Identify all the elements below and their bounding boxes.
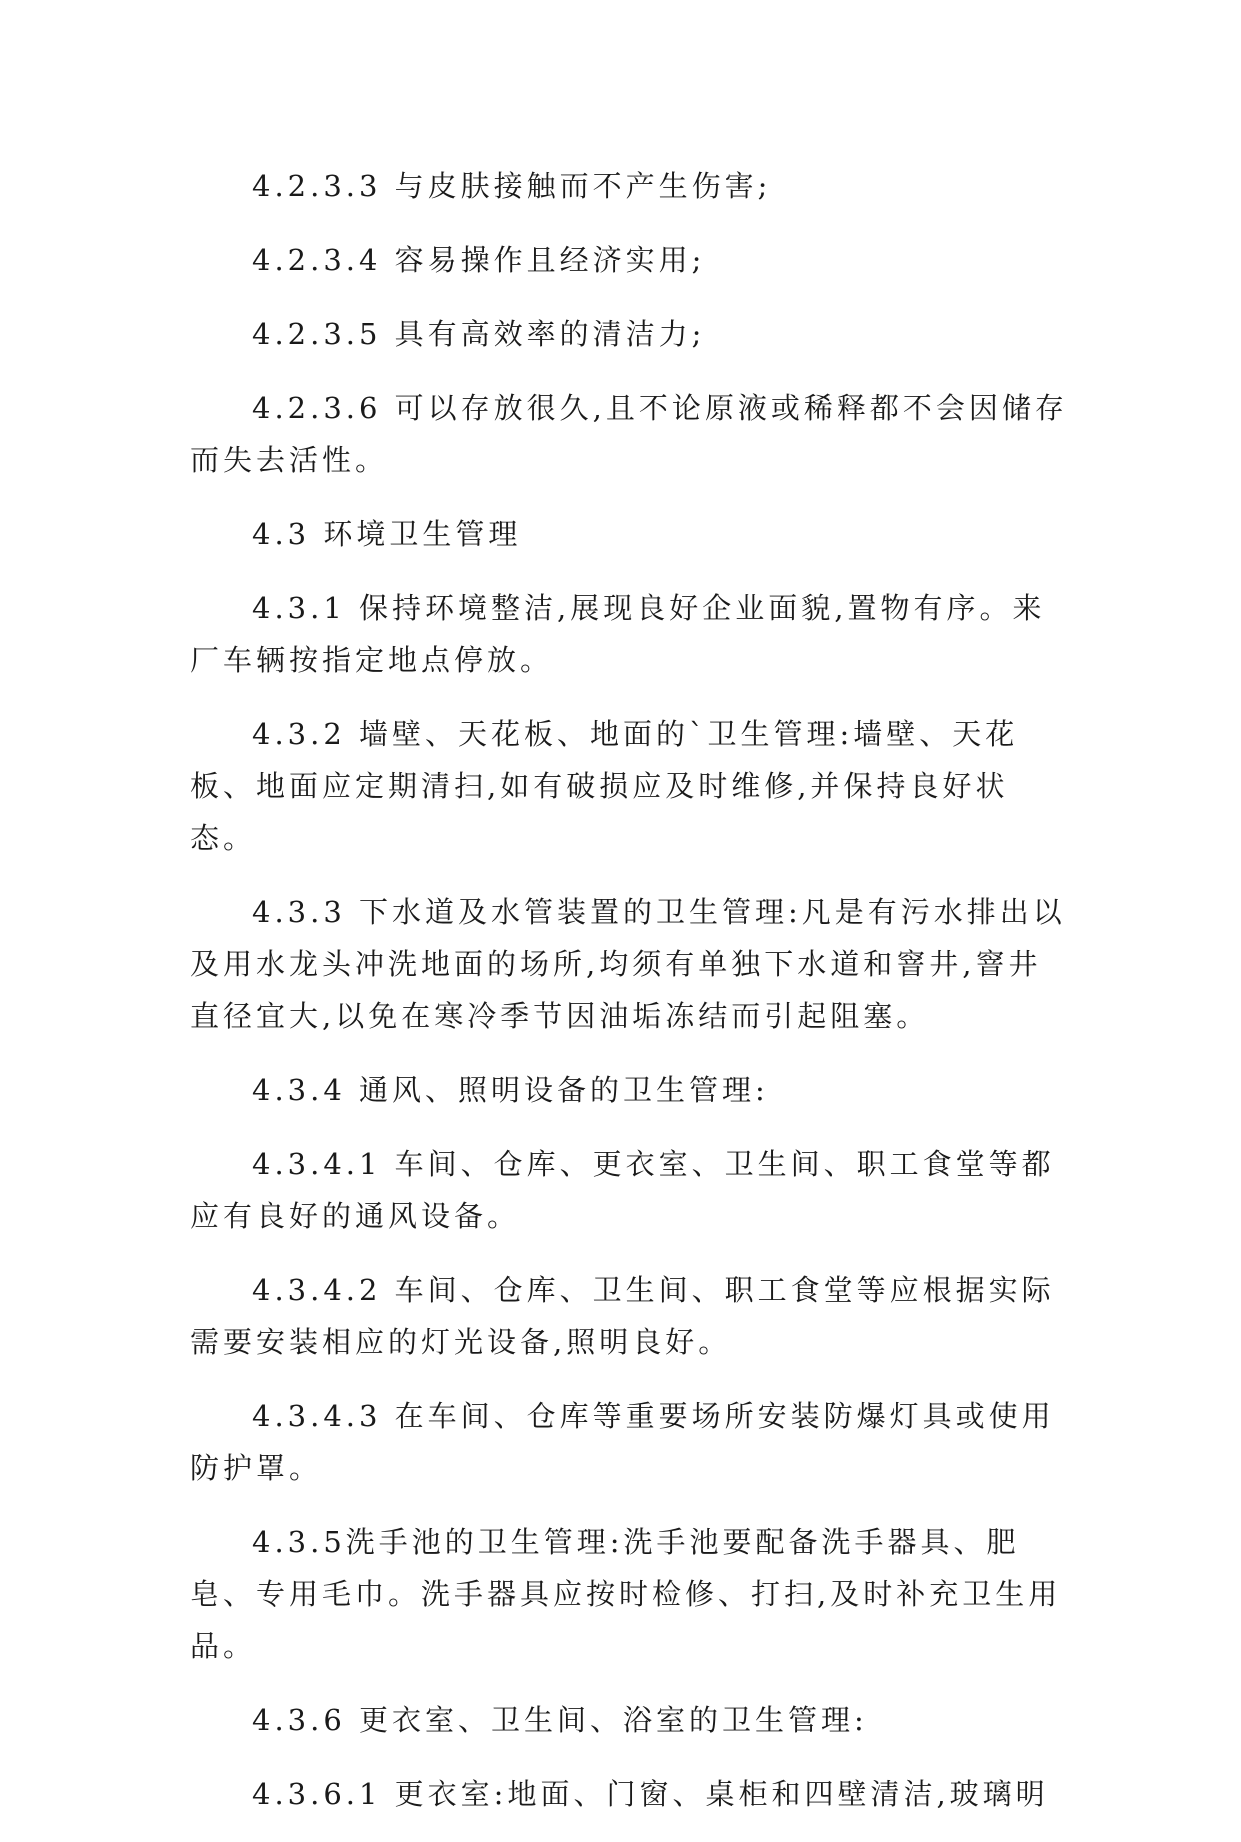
paragraph-4-2-3-6: 4.2.3.6 可以存放很久,且不论原液或稀释都不会因储存而失去活性。 [190,391,1068,477]
paragraph-4-3-4-1: 4.3.4.1 车间、仓库、更衣室、卫生间、职工食堂等都应有良好的通风设备。 [190,1147,1055,1233]
paragraph-4-3-6-1: 4.3.6.1 更衣室:地面、门窗、桌柜和四壁清洁,玻璃明 [252,1777,1049,1811]
section-heading-4-3: 4.3 环境卫生管理 [252,517,522,551]
paragraph-4-3-5: 4.3.5洗手池的卫生管理:洗手池要配备洗手器具、肥皂、专用毛巾。洗手器具应按时检修、打扫,及时补充卫生用品。 [190,1525,1062,1663]
paragraph-4-3-2: 4.3.2 墙壁、天花板、地面的`卫生管理:墙壁、天花板、地面应定期清扫,如有破损应及时维修,并保持良好状态。 [190,717,1019,855]
paragraph-4-2-3-5: 4.2.3.5 具有高效率的清洁力; [252,317,706,351]
paragraph-4-3-1: 4.3.1 保持环境整洁,展现良好企业面貌,置物有序。来厂车辆按指定地点停放。 [190,591,1046,677]
paragraph-4-3-4-2: 4.3.4.2 车间、仓库、卫生间、职工食堂等应根据实际需要安装相应的灯光设备,照明良好。 [190,1273,1055,1359]
paragraph-4-3-4: 4.3.4 通风、照明设备的卫生管理: [252,1073,769,1107]
paragraph-4-2-3-4: 4.2.3.4 容易操作且经济实用; [252,243,706,277]
paragraph-4-3-4-3: 4.3.4.3 在车间、仓库等重要场所安装防爆灯具或使用防护罩。 [190,1399,1055,1485]
paragraph-4-3-3: 4.3.3 下水道及水管装置的卫生管理:凡是有污水排出以及用水龙头冲洗地面的场所,均须有单独下水道和窨井,窨井直径宜大,以免在寒冷季节因油垢冻结而引起阻塞。 [190,895,1066,1033]
paragraph-4-2-3-3: 4.2.3.3 与皮肤接触而不产生伤害; [252,169,772,203]
paragraph-4-3-6: 4.3.6 更衣室、卫生间、浴室的卫生管理: [252,1703,868,1737]
document-body [190,160,1070,1842]
